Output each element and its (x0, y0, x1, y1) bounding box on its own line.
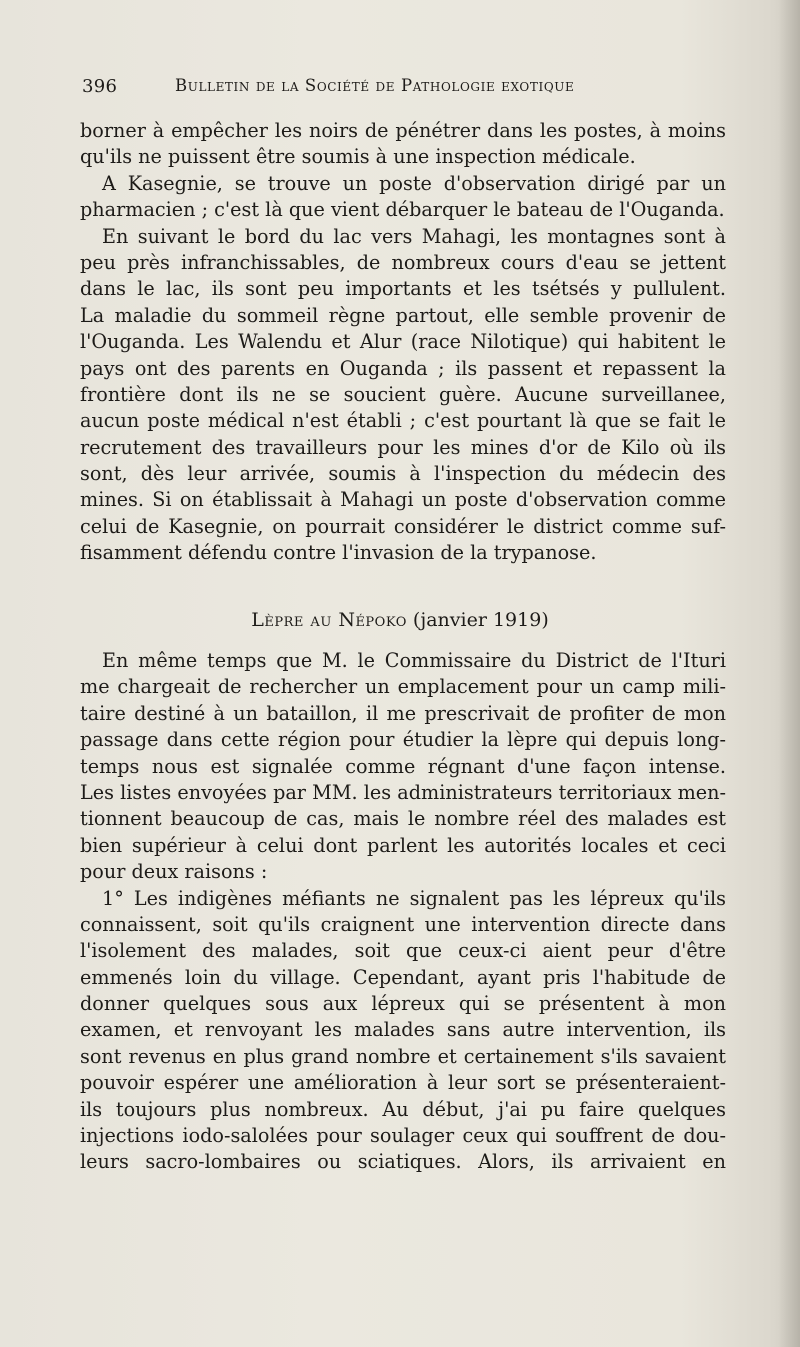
text-line: celui de Kasegnie, on pourrait considérer le district comme suf- (80, 514, 726, 538)
text-line: En suivant le bord du lac vers Mahagi, les montagnes sont à (102, 224, 726, 248)
text-line: sont revenus en plus grand nombre et certainement s'ils savaient (80, 1044, 726, 1068)
text-line: ils toujours plus nombreux. Au début, j'ai pu faire quelques (80, 1097, 726, 1121)
text-line: examen, et renvoyant les malades sans autre intervention, ils (80, 1018, 726, 1042)
text-line: leurs sacro-lombaires ou sciatiques. Alors, ils arrivaient en (80, 1150, 726, 1174)
text-line: A Kasegnie, se trouve un poste d'observation dirigé par un (102, 171, 726, 195)
text-line: pouvoir espérer une amélioration à leur sort se présenteraient- (80, 1071, 726, 1095)
section-heading (0, 605, 800, 635)
text-line: connaissent, soit qu'ils craignent une intervention directe dans (80, 912, 726, 936)
text-line: recrutement des travailleurs pour les mines d'or de Kilo où ils (80, 435, 726, 459)
text-line: aucun poste médical n'est établi ; c'est pourtant là que se fait le (80, 409, 726, 433)
text-line: bien supérieur à celui dont parlent les autorités locales et ceci (80, 833, 726, 857)
journal-title: Bulletin de la Société de Pathologie exotique (175, 76, 575, 95)
text-line: sont, dès leur arrivée, soumis à l'inspection du médecin des (80, 462, 726, 486)
text-line: Les listes envoyées par MM. les administrateurs territoriaux men- (80, 780, 726, 804)
text-line: fisamment défendu contre l'invasion de la trypanose. (80, 541, 597, 565)
running-head (82, 76, 742, 102)
text-line: l'isolement des malades, soit que ceux-ci aient peur d'être (80, 939, 726, 963)
text-line: dans le lac, ils sont peu importants et les tsétsés y pullulent. (80, 277, 726, 301)
text-line: donner quelques sous aux lépreux qui se présentent à mon (80, 992, 726, 1016)
heading-date: (janvier 1919) (412, 609, 549, 631)
text-line: En même temps que M. le Commissaire du District de l'Ituri (102, 649, 726, 672)
text-line: qu'ils ne puissent être soumis à une inspection médicale. (80, 145, 636, 169)
text-line: 1° Les indigènes méfiants ne signalent pas les lépreux qu'ils (102, 886, 726, 910)
text-line: pour deux raisons : (80, 860, 268, 884)
text-line: frontière dont ils ne se soucient guère. Aucune surveillanee, (80, 382, 726, 406)
text-line: taire destiné à un bataillon, il me prescrivait de profiter de mon (80, 701, 726, 725)
text-line: peu près infranchissables, de nombreux cours d'eau se jettent (80, 250, 726, 274)
text-line: borner à empêcher les noirs de pénétrer dans les postes, à moins (80, 119, 726, 142)
section-1-text (80, 118, 726, 567)
text-line: La maladie du sommeil règne partout, elle semble provenir de (80, 303, 726, 327)
text-line: l'Ouganda. Les Walendu et Alur (race Nilotique) qui habitent le (80, 330, 726, 354)
text-line: pays ont des parents en Ouganda ; ils passent et repassent la (80, 356, 726, 380)
section-2-text (80, 648, 726, 1176)
page-edge-shadow (778, 0, 800, 1347)
page-number: 396 (82, 76, 118, 97)
text-line: temps nous est signalée comme régnant d'une façon intense. (80, 754, 726, 778)
text-line: me chargeait de rechercher un emplacement pour un camp mili- (80, 675, 726, 699)
heading-title: Lèpre au Népoko (251, 609, 407, 631)
text-line: emmenés loin du village. Cependant, ayant pris l'habitude de (80, 965, 726, 989)
text-line: injections iodo-salolées pour soulager ceux qui souffrent de dou- (80, 1124, 726, 1148)
text-line: pharmacien ; c'est là que vient débarquer le bateau de l'Ouganda. (80, 198, 725, 222)
text-line: mines. Si on établissait à Mahagi un poste d'observation comme (80, 488, 726, 512)
text-line: passage dans cette région pour étudier la lèpre qui depuis long- (80, 728, 726, 752)
text-line: tionnent beaucoup de cas, mais le nombre réel des malades est (80, 807, 726, 831)
